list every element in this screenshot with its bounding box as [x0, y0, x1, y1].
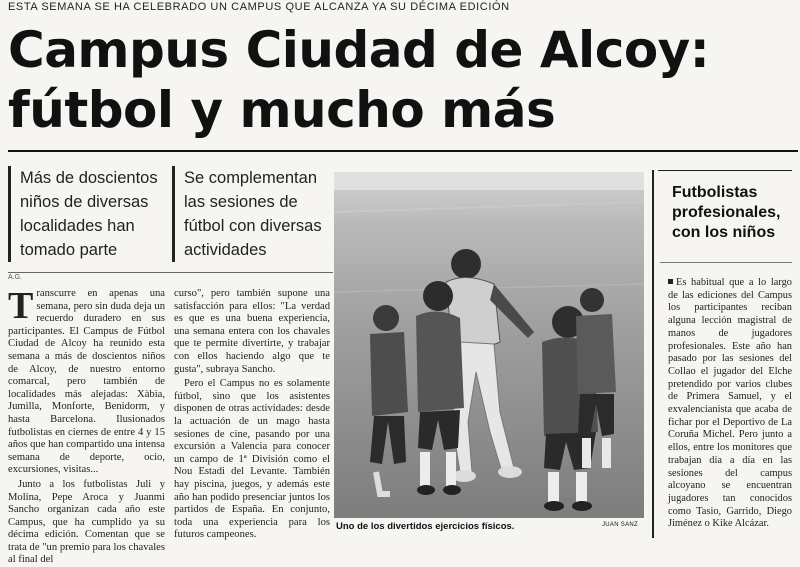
- body-paragraph: Transcurre en apenas una semana, pero sin duda deja un recuerdo duradero en sus participantes. El Campus de Fútbol Ciudad de Alcoy ha reunido esta semana a más de doscientos niños de Alcoy, de nuestro entorno comarcal, pero también de localidades más alejadas: Xàbia, Jumilla, Monforte, Benidorm, y hasta Barcelona. Ilusionados futbolistas en ciernes de entre 4 y 15 años que han compartido una intensa semana de deporte, ocio, excursiones, visitas...: [8, 285, 165, 476]
- body-column-1: [8, 285, 165, 566]
- deck-rule: [8, 272, 333, 273]
- photo-caption: [334, 518, 644, 532]
- photo-credit: JUAN SANZ: [601, 522, 638, 528]
- sidebar-title: Futbolistas profesionales, con los niños: [672, 184, 781, 241]
- drop-cap: T: [8, 285, 34, 327]
- body-paragraph: Pero el Campus no es solamente fútbol, sino que los asistentes disponen de otras actividades: desde la actuación de un mago hasta sesiones de cine, pasando por una excursión a Valencia para conocer un campo de 1ª División como el Nou Estadi del Levante. También hay piscina, juegos, y además este año han podido presenciar juntos los partidos de España. En conjunto, toda una experiencia para los futuros campeones.: [174, 378, 330, 541]
- sidebar-body: [668, 277, 792, 539]
- deck-2: [172, 166, 330, 266]
- deck-1: [8, 166, 170, 266]
- headline: [8, 20, 798, 140]
- photo-illustration: [334, 172, 644, 518]
- deck-text: Se complementan las sesiones de fútbol con diversas actividades: [184, 169, 322, 259]
- sidebar-text: Es habitual que a lo largo de las ediciones del Campus los participantes reciban alguna lección magistral de manos de jugadores profesionales. Este año han pasado por las sesiones del Collao el jugador del Elche pretendido por varios clubes de Primera Samuel, y el exvalencianista que acaba de fichar por el Deportivo de La Coruña Michel. Pero junto a ellos, entre los monitores que trabajan día a día en las sesiones del campus alcoyano se encuentran jugadores tan conocidos como Tasio, Garrido, Diego Jiménez o Kike Alcázar.: [668, 277, 792, 530]
- bullet-square-icon: [668, 279, 673, 284]
- sidebar-separator: [660, 262, 792, 263]
- body-paragraph: curso", pero también supone una satisfacción para ellos: "La verdad es que es una buena experiencia, una semana entera con los chavales que te permite divertirte, y trabajar con ellos haciendo algo que te gusta", subraya Sancho.: [174, 288, 330, 375]
- deck-bar: [8, 166, 11, 262]
- small-credit: A.G.: [8, 274, 23, 281]
- caption-text: Uno de los divertidos ejercicios físicos.: [336, 521, 515, 532]
- deck-bar: [172, 166, 175, 262]
- top-rule: [8, 150, 798, 152]
- photo-stands: [334, 172, 644, 190]
- kicker: ESTA SEMANA SE HA CELEBRADO UN CAMPUS QUE ALCANZA YA SU DÉCIMA EDICIÓN: [8, 1, 510, 13]
- headline-line-1: Campus Ciudad de Alcoy:: [8, 21, 710, 79]
- body-column-2: [174, 288, 330, 541]
- photo: [334, 172, 644, 518]
- deck-text: Más de doscientos niños de diversas localidades han tomado parte: [20, 169, 158, 259]
- headline-line-2: fútbol y mucho más: [8, 81, 556, 139]
- sidebar-top-rule: [658, 170, 792, 171]
- body-paragraph: Junto a los futbolistas Juli y Molina, Pepe Aroca y Juanmi Sancho organizan cada año este Campus, que ha cumplido ya su décima edición. Comentan que se trata de "un premio para los chavales al final del: [8, 478, 165, 566]
